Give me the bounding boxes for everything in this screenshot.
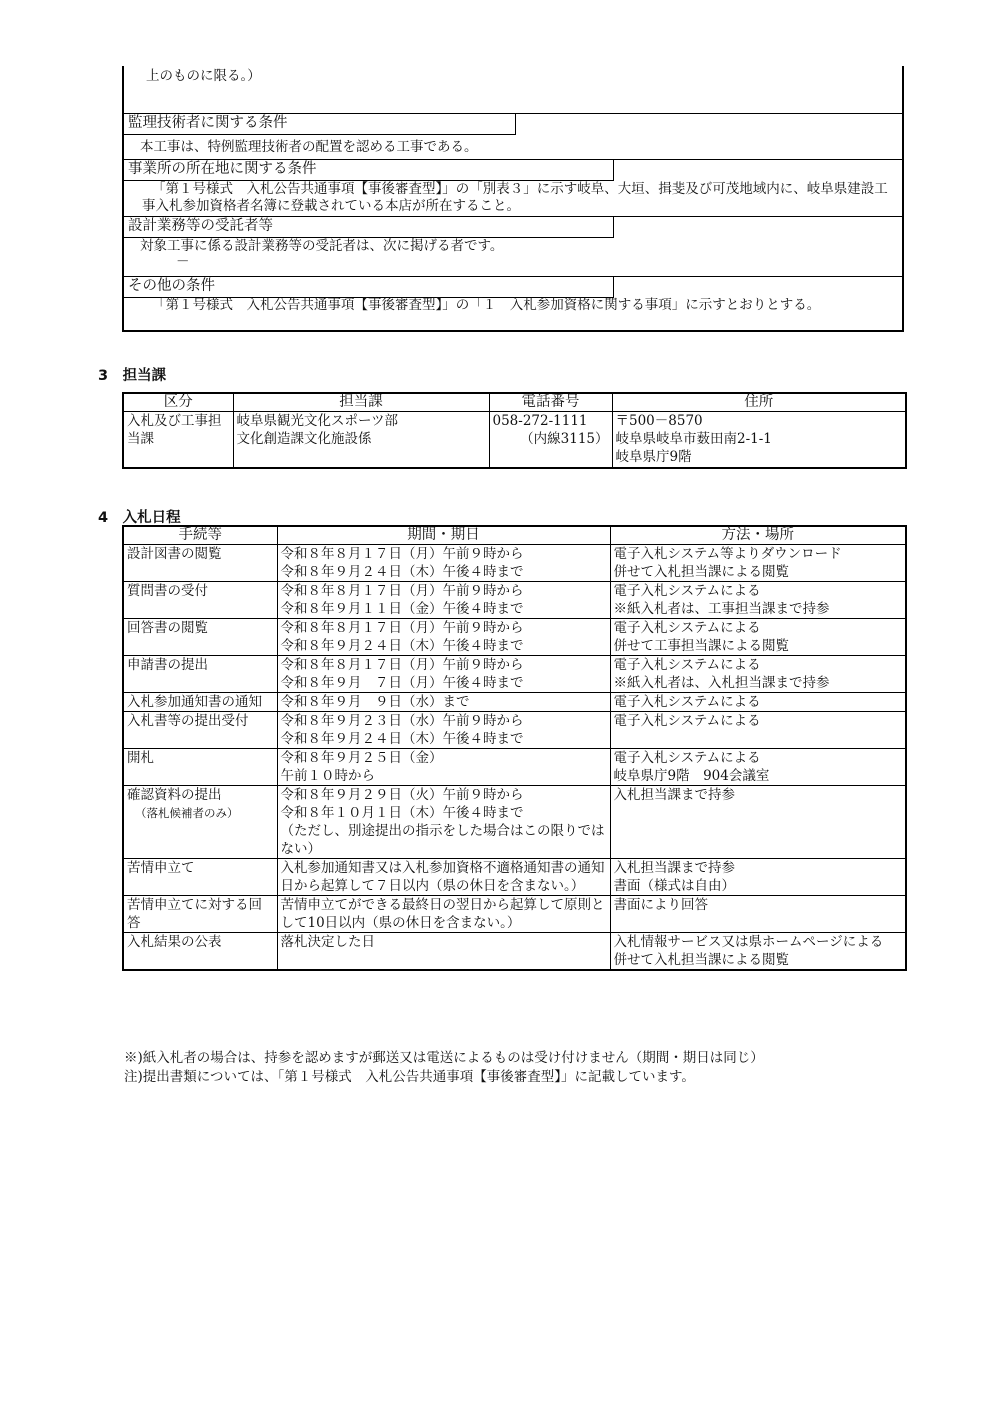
table-row — [123, 933, 906, 971]
period-cell — [277, 582, 610, 619]
method-line: 入札情報サービス又は県ホームページによる — [613, 934, 884, 950]
period-cell — [277, 749, 610, 786]
period-cell — [277, 545, 610, 582]
table-row — [123, 619, 906, 656]
dept-line: 文化創造課文化施設係 — [236, 431, 372, 447]
col-header-phone: 電話番号 — [489, 393, 612, 412]
section-body-supervising-engineer: 本工事は、特例監理技術者の配置を認める工事である。 — [140, 139, 478, 155]
phone-number: 058-272-1111 — [492, 413, 588, 429]
dept-cell — [233, 412, 489, 468]
method-line: 併せて工事担当課による閲覧 — [613, 638, 789, 654]
period-line: 令和８年８月１７日（月）午前９時から — [280, 657, 524, 673]
method-cell — [610, 712, 906, 749]
table-row — [123, 859, 906, 896]
period-cell — [277, 933, 610, 971]
section4-heading: 4 入札日程 — [98, 510, 181, 526]
address-cell — [612, 412, 906, 468]
period-line: 令和８年８月１７日（月）午前９時から — [280, 546, 524, 562]
table-header-row — [123, 526, 906, 545]
section-label-office-location: 事業所の所在地に関する条件 — [128, 161, 317, 177]
section3-heading: 3 担当課 — [98, 368, 167, 384]
procedure-name: 開札 — [127, 750, 154, 766]
procedure-name: 設計図書の閲覧 — [127, 546, 222, 562]
table-row — [123, 656, 906, 693]
address-line: 〒500－8570 — [615, 413, 703, 429]
procedure-cell — [123, 749, 277, 786]
period-line: 入札参加通知書又は入札参加資格不適格通知書の通知日から起算して７日以内（県の休日を含まない。） — [280, 860, 605, 894]
period-line: 令和８年９月２５日（金） — [280, 750, 443, 766]
period-cell — [277, 896, 610, 933]
col-header-procedure: 手続等 — [123, 526, 277, 545]
table-row — [123, 786, 906, 859]
method-cell — [610, 545, 906, 582]
method-line: 電子入札システムによる — [613, 620, 761, 636]
period-line: 令和８年９月 ７日（月）午後４時まで — [280, 675, 524, 691]
period-cell — [277, 859, 610, 896]
table-row — [123, 896, 906, 933]
period-line: 令和８年９月２３日（水）午前９時から — [280, 713, 524, 729]
method-cell — [610, 656, 906, 693]
section-body-office-location: 「第１号様式 入札公告共通事項【事後審査型】」の「別表３」に示す岐阜、大垣、揖斐及び可茂地域内に、岐阜県建設工事入札参加資格者名簿に登載されている本店が所在すること。 — [142, 181, 888, 214]
col-header-method: 方法・場所 — [610, 526, 906, 545]
col-header-dept: 担当課 — [233, 393, 489, 412]
procedure-cell — [123, 896, 277, 933]
address-line: 岐阜県岐阜市薮田南2-1-1 — [615, 431, 772, 447]
table-row — [123, 412, 906, 468]
method-cell — [610, 786, 906, 859]
method-line: 電子入札システムによる — [613, 657, 761, 673]
method-cell — [610, 859, 906, 896]
col-header-period: 期間・期日 — [277, 526, 610, 545]
procedure-cell — [123, 656, 277, 693]
method-cell — [610, 693, 906, 712]
period-cell — [277, 712, 610, 749]
conditions-top-text: 上のものに限る。） — [146, 68, 261, 84]
phone-cell — [489, 412, 612, 468]
period-cell — [277, 786, 610, 859]
method-cell — [610, 749, 906, 786]
method-line: 電子入札システム等よりダウンロード — [613, 546, 842, 562]
procedure-cell — [123, 859, 277, 896]
footnote-documents: 注)提出書類については、「第１号様式 入札公告共通事項【事後審査型】」に記載しています。 — [124, 1069, 695, 1085]
table-row — [123, 582, 906, 619]
table-row — [123, 749, 906, 786]
method-cell — [610, 582, 906, 619]
period-line: 令和８年８月１７日（月）午前９時から — [280, 583, 524, 599]
table-row — [123, 693, 906, 712]
table-header-row — [123, 393, 906, 412]
footnote-paper-bid: ※)紙入札者の場合は、持参を認めますが郵送又は電送によるものは受け付けません（期間・期日は同じ） — [124, 1050, 764, 1066]
period-cell — [277, 619, 610, 656]
procedure-cell — [123, 619, 277, 656]
period-line: 令和８年９月２９日（火）午前９時から — [280, 787, 524, 803]
period-line: 令和８年９月１１日（金）午後４時まで — [280, 601, 524, 617]
section-label-other-conditions: その他の条件 — [128, 278, 215, 294]
method-line: 電子入札システムによる — [613, 694, 761, 710]
phone-extension: （内線3115） — [520, 431, 609, 447]
schedule-table — [122, 525, 907, 971]
period-line: 令和８年９月２４日（木）午後４時まで — [280, 731, 524, 747]
procedure-name: 確認資料の提出 — [127, 787, 222, 803]
method-line: 岐阜県庁9階 904会議室 — [613, 768, 770, 784]
method-line: 併せて入札担当課による閲覧 — [613, 564, 789, 580]
method-line: 電子入札システムによる — [613, 583, 761, 599]
method-line: ※紙入札者は、入札担当課まで持参 — [613, 675, 830, 691]
procedure-name: 入札参加通知書の通知 — [127, 694, 262, 710]
period-line: 令和８年９月２４日（木）午後４時まで — [280, 638, 524, 654]
procedure-note: （落札候補者のみ） — [135, 806, 239, 820]
period-line: （ただし、別途提出の指示をした場合はこの限りではない） — [280, 823, 605, 857]
kubun-cell: 入札及び工事担当課 — [123, 412, 233, 468]
procedure-cell — [123, 545, 277, 582]
conditions-box — [122, 66, 904, 332]
period-cell — [277, 693, 610, 712]
method-line: 併せて入札担当課による閲覧 — [613, 952, 789, 968]
procedure-name: 苦情申立てに対する回答 — [127, 897, 262, 931]
method-cell — [610, 896, 906, 933]
section-sub-design-contractor: － — [176, 254, 190, 270]
procedure-name: 入札書等の提出受付 — [127, 713, 249, 729]
section-body-design-contractor: 対象工事に係る設計業務等の受託者は、次に掲げる者です。 — [140, 238, 504, 254]
method-line: 入札担当課まで持参 — [613, 860, 735, 876]
procedure-cell — [123, 933, 277, 971]
procedure-name: 苦情申立て — [127, 860, 195, 876]
table-row — [123, 712, 906, 749]
period-line: 苦情申立てができる最終日の翌日から起算して原則として10日以内（県の休日を含まない。） — [280, 897, 605, 931]
method-line: ※紙入札者は、工事担当課まで持参 — [613, 601, 830, 617]
section-body-other-conditions: 「第１号様式 入札公告共通事項【事後審査型】」の「１ 入札参加資格に関する事項」に示すとおりとする。 — [152, 297, 821, 313]
period-line: 午前１０時から — [280, 768, 375, 784]
procedure-cell — [123, 582, 277, 619]
method-cell — [610, 619, 906, 656]
col-header-kubun: 区分 — [123, 393, 233, 412]
method-line: 書面（様式は自由） — [613, 878, 735, 894]
period-cell — [277, 656, 610, 693]
address-line: 岐阜県庁9階 — [615, 449, 692, 465]
dept-line: 岐阜県観光文化スポーツ部 — [236, 413, 398, 429]
period-line: 令和８年１０月１日（木）午後４時まで — [280, 805, 524, 821]
method-line: 電子入札システムによる — [613, 713, 761, 729]
method-cell — [610, 933, 906, 971]
contact-table — [122, 392, 907, 469]
period-line: 令和８年９月 ９日（水）まで — [280, 694, 470, 710]
method-line: 書面により回答 — [613, 897, 708, 913]
section-label-design-contractor: 設計業務等の受託者等 — [128, 218, 273, 234]
table-row — [123, 545, 906, 582]
section-label-supervising-engineer: 監理技術者に関する条件 — [128, 115, 288, 131]
method-line: 入札担当課まで持参 — [613, 787, 735, 803]
procedure-name: 回答書の閲覧 — [127, 620, 208, 636]
procedure-name: 入札結果の公表 — [127, 934, 222, 950]
procedure-cell — [123, 693, 277, 712]
method-line: 電子入札システムによる — [613, 750, 761, 766]
procedure-cell — [123, 786, 277, 859]
procedure-cell — [123, 712, 277, 749]
col-header-address: 住所 — [612, 393, 906, 412]
period-line: 令和８年９月２４日（木）午後４時まで — [280, 564, 524, 580]
procedure-name: 申請書の提出 — [127, 657, 208, 673]
period-line: 令和８年８月１７日（月）午前９時から — [280, 620, 524, 636]
period-line: 落札決定した日 — [280, 934, 375, 950]
procedure-name: 質問書の受付 — [127, 583, 208, 599]
